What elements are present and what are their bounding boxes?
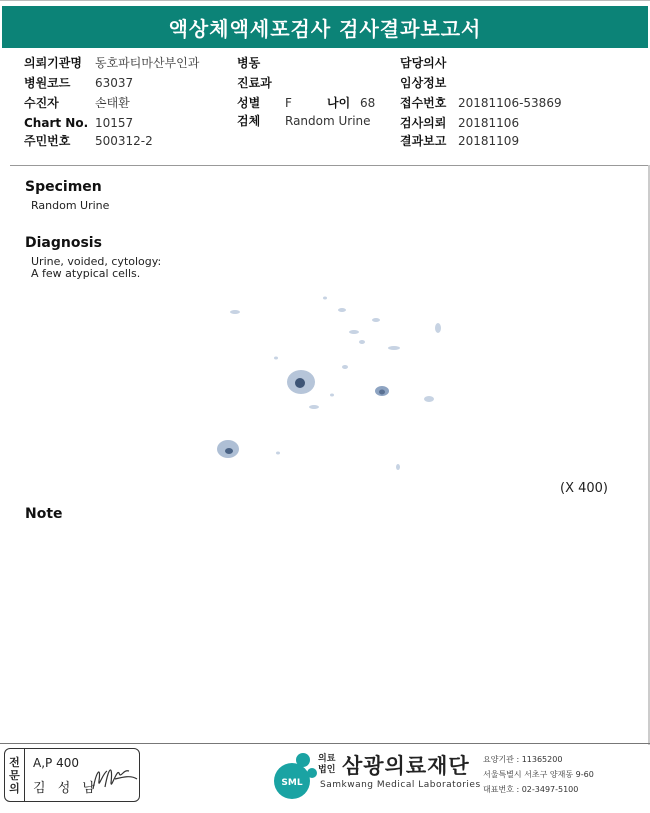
signature-body (25, 749, 139, 801)
atypical-cell-1 (287, 370, 315, 394)
resident-no-label: 주민번호 (24, 134, 71, 148)
ward-label: 병동 (237, 56, 261, 70)
sex-label: 성별 (237, 96, 261, 110)
hospital-code-label: 병원코드 (24, 76, 71, 90)
chart-no-value: 10157 (95, 116, 134, 130)
dept-label: 진료과 (237, 76, 272, 90)
info-row-clinical (400, 74, 458, 92)
request-date-label: 검사의뢰 (400, 116, 447, 130)
pathologist-signature-box (4, 748, 140, 802)
hospital-code-value: 63037 (95, 76, 134, 90)
specimen-value: Random Urine (285, 114, 371, 128)
patient-info-section (0, 54, 650, 164)
org-phone: 대표번호 : 02-3497-5100 (483, 785, 579, 794)
atypical-cell-3 (217, 440, 239, 458)
info-row-resident-no (24, 132, 153, 150)
diagnosis-line-1: Urine, voided, cytology: (31, 255, 162, 268)
sex-value: F (285, 96, 292, 110)
specimen-heading: Specimen (25, 179, 102, 195)
atypical-cell-2 (375, 386, 389, 396)
patient-label: 수진자 (24, 96, 59, 110)
info-row-institution (24, 54, 199, 72)
doctor-name: 김 성 남 (33, 781, 99, 796)
info-row-patient (24, 94, 130, 112)
sml-logo-icon (270, 751, 318, 801)
organization-name: 삼광의료재단 (342, 754, 470, 778)
info-row-dept (237, 74, 272, 92)
specialist-label (5, 749, 25, 801)
info-row-report-date (400, 132, 519, 150)
age-label: 나이 (327, 96, 351, 110)
specialist-char-2: 문 (9, 768, 20, 782)
specimen-label: 검체 (237, 114, 261, 128)
sml-logo-text: SML (281, 778, 303, 788)
handwritten-signature (89, 759, 139, 795)
org-type-label (318, 754, 335, 776)
info-row-receipt-no (400, 94, 562, 112)
magnification-label: (X 400) (560, 481, 608, 496)
patient-value: 손태환 (95, 96, 130, 110)
org-address: 서울특별시 서초구 양재동 9-60 (483, 770, 594, 779)
ap-code: A,P 400 (33, 756, 79, 770)
specialist-char-1: 전 (9, 755, 20, 769)
info-divider (10, 165, 650, 166)
institution-label: 의뢰기관명 (24, 56, 82, 70)
cytology-micrograph (200, 290, 460, 480)
org-code: 요양기관 : 11365200 (483, 755, 563, 764)
info-row-doctor (400, 54, 458, 72)
diagnosis-heading: Diagnosis (25, 235, 102, 251)
specialist-char-3: 의 (9, 781, 20, 795)
resident-no-value: 500312-2 (95, 134, 153, 148)
report-date-label: 결과보고 (400, 134, 447, 148)
receipt-no-value: 20181106-53869 (458, 96, 562, 110)
clinical-label: 임상정보 (400, 76, 447, 90)
specimen-text: Random Urine (31, 199, 110, 212)
age-value: 68 (360, 96, 376, 110)
chart-no-label: Chart No. (24, 116, 89, 130)
report-date-value: 20181109 (458, 134, 520, 148)
info-row-sex-age (237, 94, 375, 112)
org-type-line-2: 법인 (318, 765, 336, 775)
receipt-no-label: 접수번호 (400, 96, 447, 110)
info-row-specimen (237, 112, 371, 130)
report-title: 액상체액세포검사 검사결과보고서 (2, 6, 648, 48)
doctor-label: 담당의사 (400, 56, 447, 70)
info-row-chart-no (24, 114, 133, 132)
request-date-value: 20181106 (458, 116, 520, 130)
organization-contact (483, 752, 594, 797)
footer-divider (0, 743, 650, 744)
diagnosis-line-2: A few atypical cells. (31, 267, 141, 280)
info-row-hospital-code (24, 74, 133, 92)
note-heading: Note (25, 506, 63, 522)
organization-english-name: Samkwang Medical Laboratories (320, 780, 481, 790)
info-row-request-date (400, 114, 519, 132)
info-row-ward (237, 54, 260, 72)
org-type-line-1: 의료 (318, 754, 336, 764)
institution-value: 동호파티마산부인과 (95, 56, 200, 70)
